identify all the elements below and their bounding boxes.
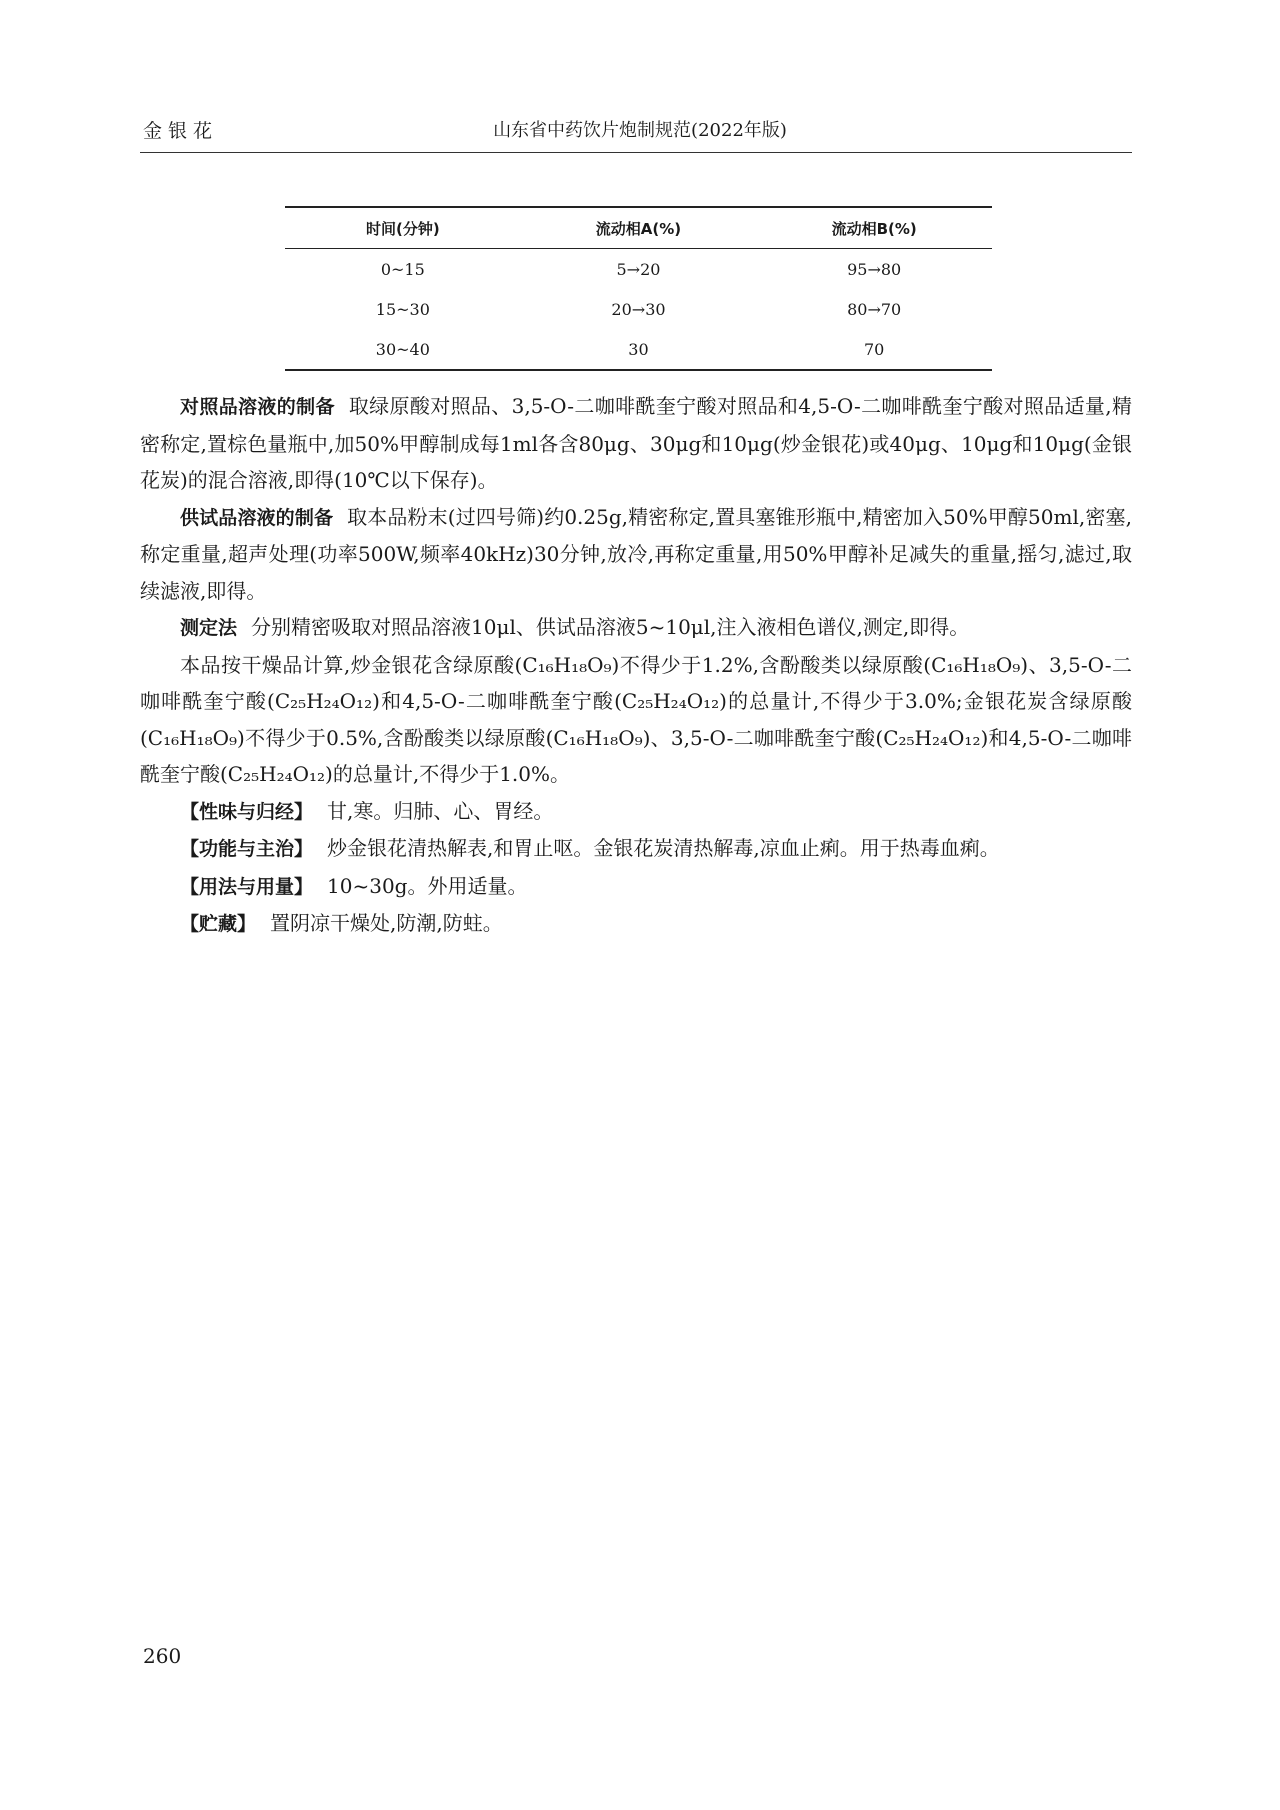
section-text: 取绿原酸对照品、3,5-O-二咖啡酰奎宁酸对照品和4,5-O-二咖啡酰奎宁酸对照品适量,精密称定,置棕色量瓶中,加50%甲醇制成每1ml各含80μg、30μg和10μg(炒金银花)或40μg、10μg和10μg(金银花炭)的混合溶液,即得(10℃以下保存)。	[140, 394, 1132, 492]
table-cell: 0~15	[380, 259, 425, 279]
section-text: 甘,寒。归肺、心、胃经。	[327, 798, 554, 823]
section-label: 【用法与用量】	[180, 875, 314, 898]
header-divider	[140, 152, 1132, 153]
table-row	[285, 329, 992, 370]
paragraph-storage	[140, 905, 1132, 943]
table-cell: 20→30	[611, 299, 666, 319]
table-cell: 70	[863, 339, 885, 359]
section-text: 分别精密吸取对照品溶液10μl、供试品溶液5~10μl,注入液相色谱仪,测定,即得。	[251, 615, 970, 639]
document-body	[140, 388, 1132, 943]
paragraph-test-solution	[140, 499, 1132, 610]
table-cell: 5→20	[616, 259, 661, 279]
paragraph-content-limit	[140, 647, 1132, 793]
table-header-row	[285, 207, 992, 249]
section-text: 炒金银花清热解表,和胃止呕。金银花炭清热解毒,凉血止痢。用于热毒血痢。	[327, 836, 1000, 860]
paragraph-usage	[140, 868, 1132, 906]
section-label: 对照品溶液的制备	[180, 396, 335, 418]
table-cell: 15~30	[375, 299, 430, 319]
paragraph-reference-solution	[140, 388, 1132, 499]
paragraph-function	[140, 830, 1132, 868]
page-number: 260	[143, 1644, 182, 1668]
table-cell: 80→70	[847, 299, 902, 319]
section-label: 测定法	[180, 617, 238, 639]
column-header: 时间(分钟)	[365, 219, 440, 238]
section-label: 【功能与主治】	[180, 838, 314, 860]
section-text: 10~30g。外用适量。	[327, 873, 528, 898]
table-cell: 30	[628, 339, 649, 359]
section-label: 【性味与归经】	[180, 800, 314, 823]
paragraph-method	[140, 609, 1132, 647]
section-label: 供试品溶液的制备	[180, 506, 334, 529]
section-label: 【贮藏】	[180, 913, 257, 935]
table-cell: 30~40	[375, 339, 430, 359]
running-header-herb: 金银花	[143, 120, 219, 142]
column-header: 流动相B(%)	[831, 219, 917, 238]
section-text: 置阴凉干燥处,防潮,防蛀。	[270, 911, 503, 935]
section-text: 取本品粉末(过四号筛)约0.25g,精密称定,置具塞锥形瓶中,精密加入50%甲醇50ml,密塞,称定重量,超声处理(功率500W,频率40kHz)30分钟,放冷,再称定重量,用50%甲醇补足减失的重量,摇匀,滤过,取续滤液,即得。	[140, 504, 1132, 603]
table-row	[285, 249, 992, 290]
table-cell: 95→80	[847, 259, 902, 279]
section-text: 本品按干燥品计算,炒金银花含绿原酸(C₁₆H₁₈O₉)不得少于1.2%,含酚酸类以绿原酸(C₁₆H₁₈O₉)、3,5-O-二咖啡酰奎宁酸(C₂₅H₂₄O₁₂)和4,5-O-二咖啡酰奎宁酸(C₂₅H₂₄O₁₂)的总量计,不得少于3.0%;金银花炭含绿原酸(C₁₆H₁₈O₉)不得少于0.5%,含酚酸类以绿原酸(C₁₆H₁₈O₉)、3,5-O-二咖啡酰奎宁酸(C₂₅H₂₄O₁₂)和4,5-O-二咖啡酰奎宁酸(C₂₅H₂₄O₁₂)的总量计,不得少于1.0%。	[140, 652, 1132, 786]
paragraph-nature	[140, 793, 1132, 831]
running-header-title: 山东省中药饮片炮制规范(2022年版)	[493, 120, 787, 141]
column-header: 流动相A(%)	[595, 219, 682, 238]
gradient-table	[285, 206, 992, 371]
table-row	[285, 289, 992, 329]
